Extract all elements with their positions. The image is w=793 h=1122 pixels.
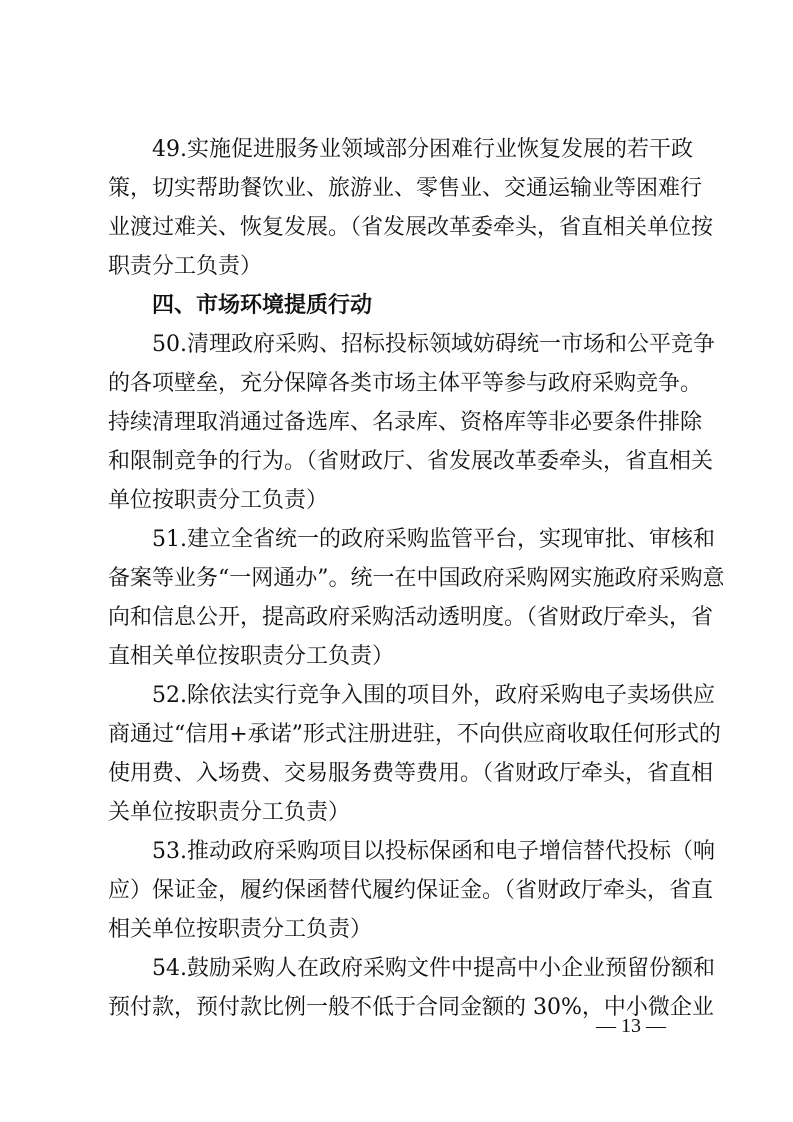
- paragraph-item-53: [108, 832, 715, 949]
- text-line: 直相关单位按职责分工负责）: [108, 644, 395, 669]
- text-line: 54.鼓励采购人在政府采购文件中提高中小企业预留份额和: [152, 956, 715, 981]
- text-line: 和限制竞争的行为。（省财政厅、省发展改革委牵头，省直相关: [108, 449, 714, 474]
- section-heading: 四、市场环境提质行动: [152, 293, 373, 318]
- text-line: 应）保证金，履约保函替代履约保证金。（省财政厅牵头，省直: [108, 878, 714, 903]
- text-line: 预付款，预付款比例一般不低于合同金额的 30%，中小微企业: [108, 995, 714, 1020]
- text-line: 的各项壁垒，充分保障各类市场主体平等参与政府采购竞争。: [108, 371, 703, 396]
- paragraph-item-51: [108, 520, 725, 676]
- text-line: 49.实施促进服务业领域部分困难行业恢复发展的若干政: [152, 137, 693, 162]
- text-line: 业渡过难关、恢复发展。（省发展改革委牵头，省直相关单位按: [108, 215, 714, 240]
- text-line: 商通过“信用+承诺”形式注册进驻，不向供应商收取任何形式的: [108, 722, 721, 747]
- text-line: 53.推动政府采购项目以投标保函和电子增信替代投标（响: [152, 839, 715, 864]
- page-number: — 13 —: [596, 1015, 666, 1037]
- paragraph-item-50: [108, 325, 715, 520]
- text-line: 职责分工负责）: [108, 254, 263, 279]
- text-line: 相关单位按职责分工负责）: [108, 917, 373, 942]
- text-line: 备案等业务“一网通办”。统一在中国政府采购网实施政府采购意: [108, 566, 725, 591]
- text-line: 50.清理政府采购、招标投标领域妨碍统一市场和公平竞争: [152, 332, 715, 357]
- text-line: 51.建立全省统一的政府采购监管平台，实现审批、审核和: [152, 527, 715, 552]
- paragraph-item-52: [108, 676, 721, 832]
- text-line: 持续清理取消通过备选库、名录库、资格库等非必要条件排除: [108, 410, 703, 435]
- text-line: 关单位按职责分工负责）: [108, 800, 351, 825]
- text-line: 使用费、入场费、交易服务费等费用。（省财政厅牵头，省直相: [108, 761, 714, 786]
- document-body: [108, 130, 725, 1027]
- text-line: 策，切实帮助餐饮业、旅游业、零售业、交通运输业等困难行: [108, 176, 703, 201]
- text-line: 单位按职责分工负责）: [108, 488, 329, 513]
- text-line: 向和信息公开，提高政府采购活动透明度。（省财政厅牵头，省: [108, 605, 714, 630]
- text-line: 52.除依法实行竞争入围的项目外，政府采购电子卖场供应: [152, 683, 715, 708]
- paragraph-item-49: [108, 130, 714, 286]
